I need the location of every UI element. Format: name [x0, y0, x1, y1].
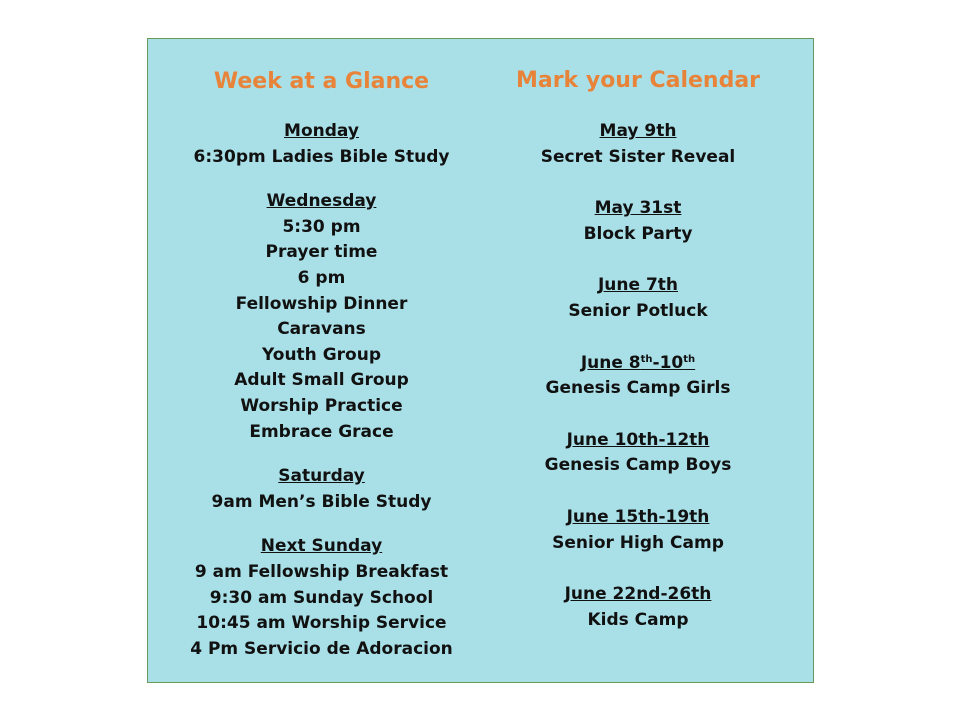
schedule-day-saturday: [148, 464, 495, 515]
event-date: May 31st: [594, 198, 682, 219]
event-line: 10:45 am Worship Service: [196, 613, 447, 634]
day-title: Wednesday: [266, 191, 377, 212]
event-line: Embrace Grace: [249, 421, 394, 442]
ordinal-suffix: th: [683, 353, 696, 365]
ordinal-suffix: th: [640, 353, 653, 365]
event-line: 6:30pm Ladies Bible Study: [193, 146, 450, 167]
week-at-a-glance-heading: Week at a Glance: [213, 69, 430, 94]
day-title: Next Sunday: [260, 536, 383, 557]
event-line: 6 pm: [297, 267, 346, 288]
calendar-event: [478, 119, 798, 170]
event-line: Youth Group: [262, 344, 381, 365]
schedule-day-wednesday: [148, 189, 495, 445]
calendar-event: [478, 351, 798, 402]
calendar-event: [478, 582, 798, 633]
calendar-event: [478, 196, 798, 247]
event-line: Senior Potluck: [568, 300, 708, 321]
event-date: May 9th: [599, 121, 677, 141]
event-line: Genesis Camp Boys: [544, 455, 732, 476]
event-date: June 15th-19th: [566, 506, 710, 527]
event-line: Fellowship Dinner: [235, 293, 408, 314]
event-date: June 7th: [597, 275, 679, 296]
event-date: June 10th-12th: [566, 429, 710, 450]
event-line: Kids Camp: [587, 609, 689, 630]
event-line: Prayer time: [265, 242, 378, 263]
event-date: [478, 351, 798, 377]
date-part: -10: [652, 352, 684, 373]
event-line: Genesis Camp Girls: [545, 378, 731, 399]
event-line: 9am Men’s Bible Study: [211, 491, 432, 512]
calendar-event: [478, 505, 798, 556]
day-title: Saturday: [278, 466, 365, 487]
schedule-day-next-sunday: [148, 534, 495, 662]
event-line: Worship Practice: [240, 395, 403, 416]
event-line: Adult Small Group: [234, 370, 409, 391]
event-line: 9 am Fellowship Breakfast: [194, 561, 449, 582]
event-line: Caravans: [277, 319, 366, 340]
bulletin-panel: [147, 38, 814, 683]
day-title: Monday: [284, 121, 359, 141]
date-part: June 8: [580, 352, 641, 373]
mark-your-calendar-heading: Mark your Calendar: [515, 68, 761, 93]
schedule-day-monday: [148, 119, 495, 170]
event-line: 4 Pm Servicio de Adoracion: [190, 638, 453, 659]
calendar-event: [478, 428, 798, 479]
event-line: Senior High Camp: [552, 532, 724, 553]
event-line: Secret Sister Reveal: [540, 146, 736, 167]
event-date: June 22nd-26th: [564, 584, 712, 605]
event-line: Block Party: [583, 223, 693, 244]
event-line: 9:30 am Sunday School: [209, 587, 434, 608]
calendar-event: [478, 273, 798, 324]
event-line: 5:30 pm: [282, 216, 361, 237]
